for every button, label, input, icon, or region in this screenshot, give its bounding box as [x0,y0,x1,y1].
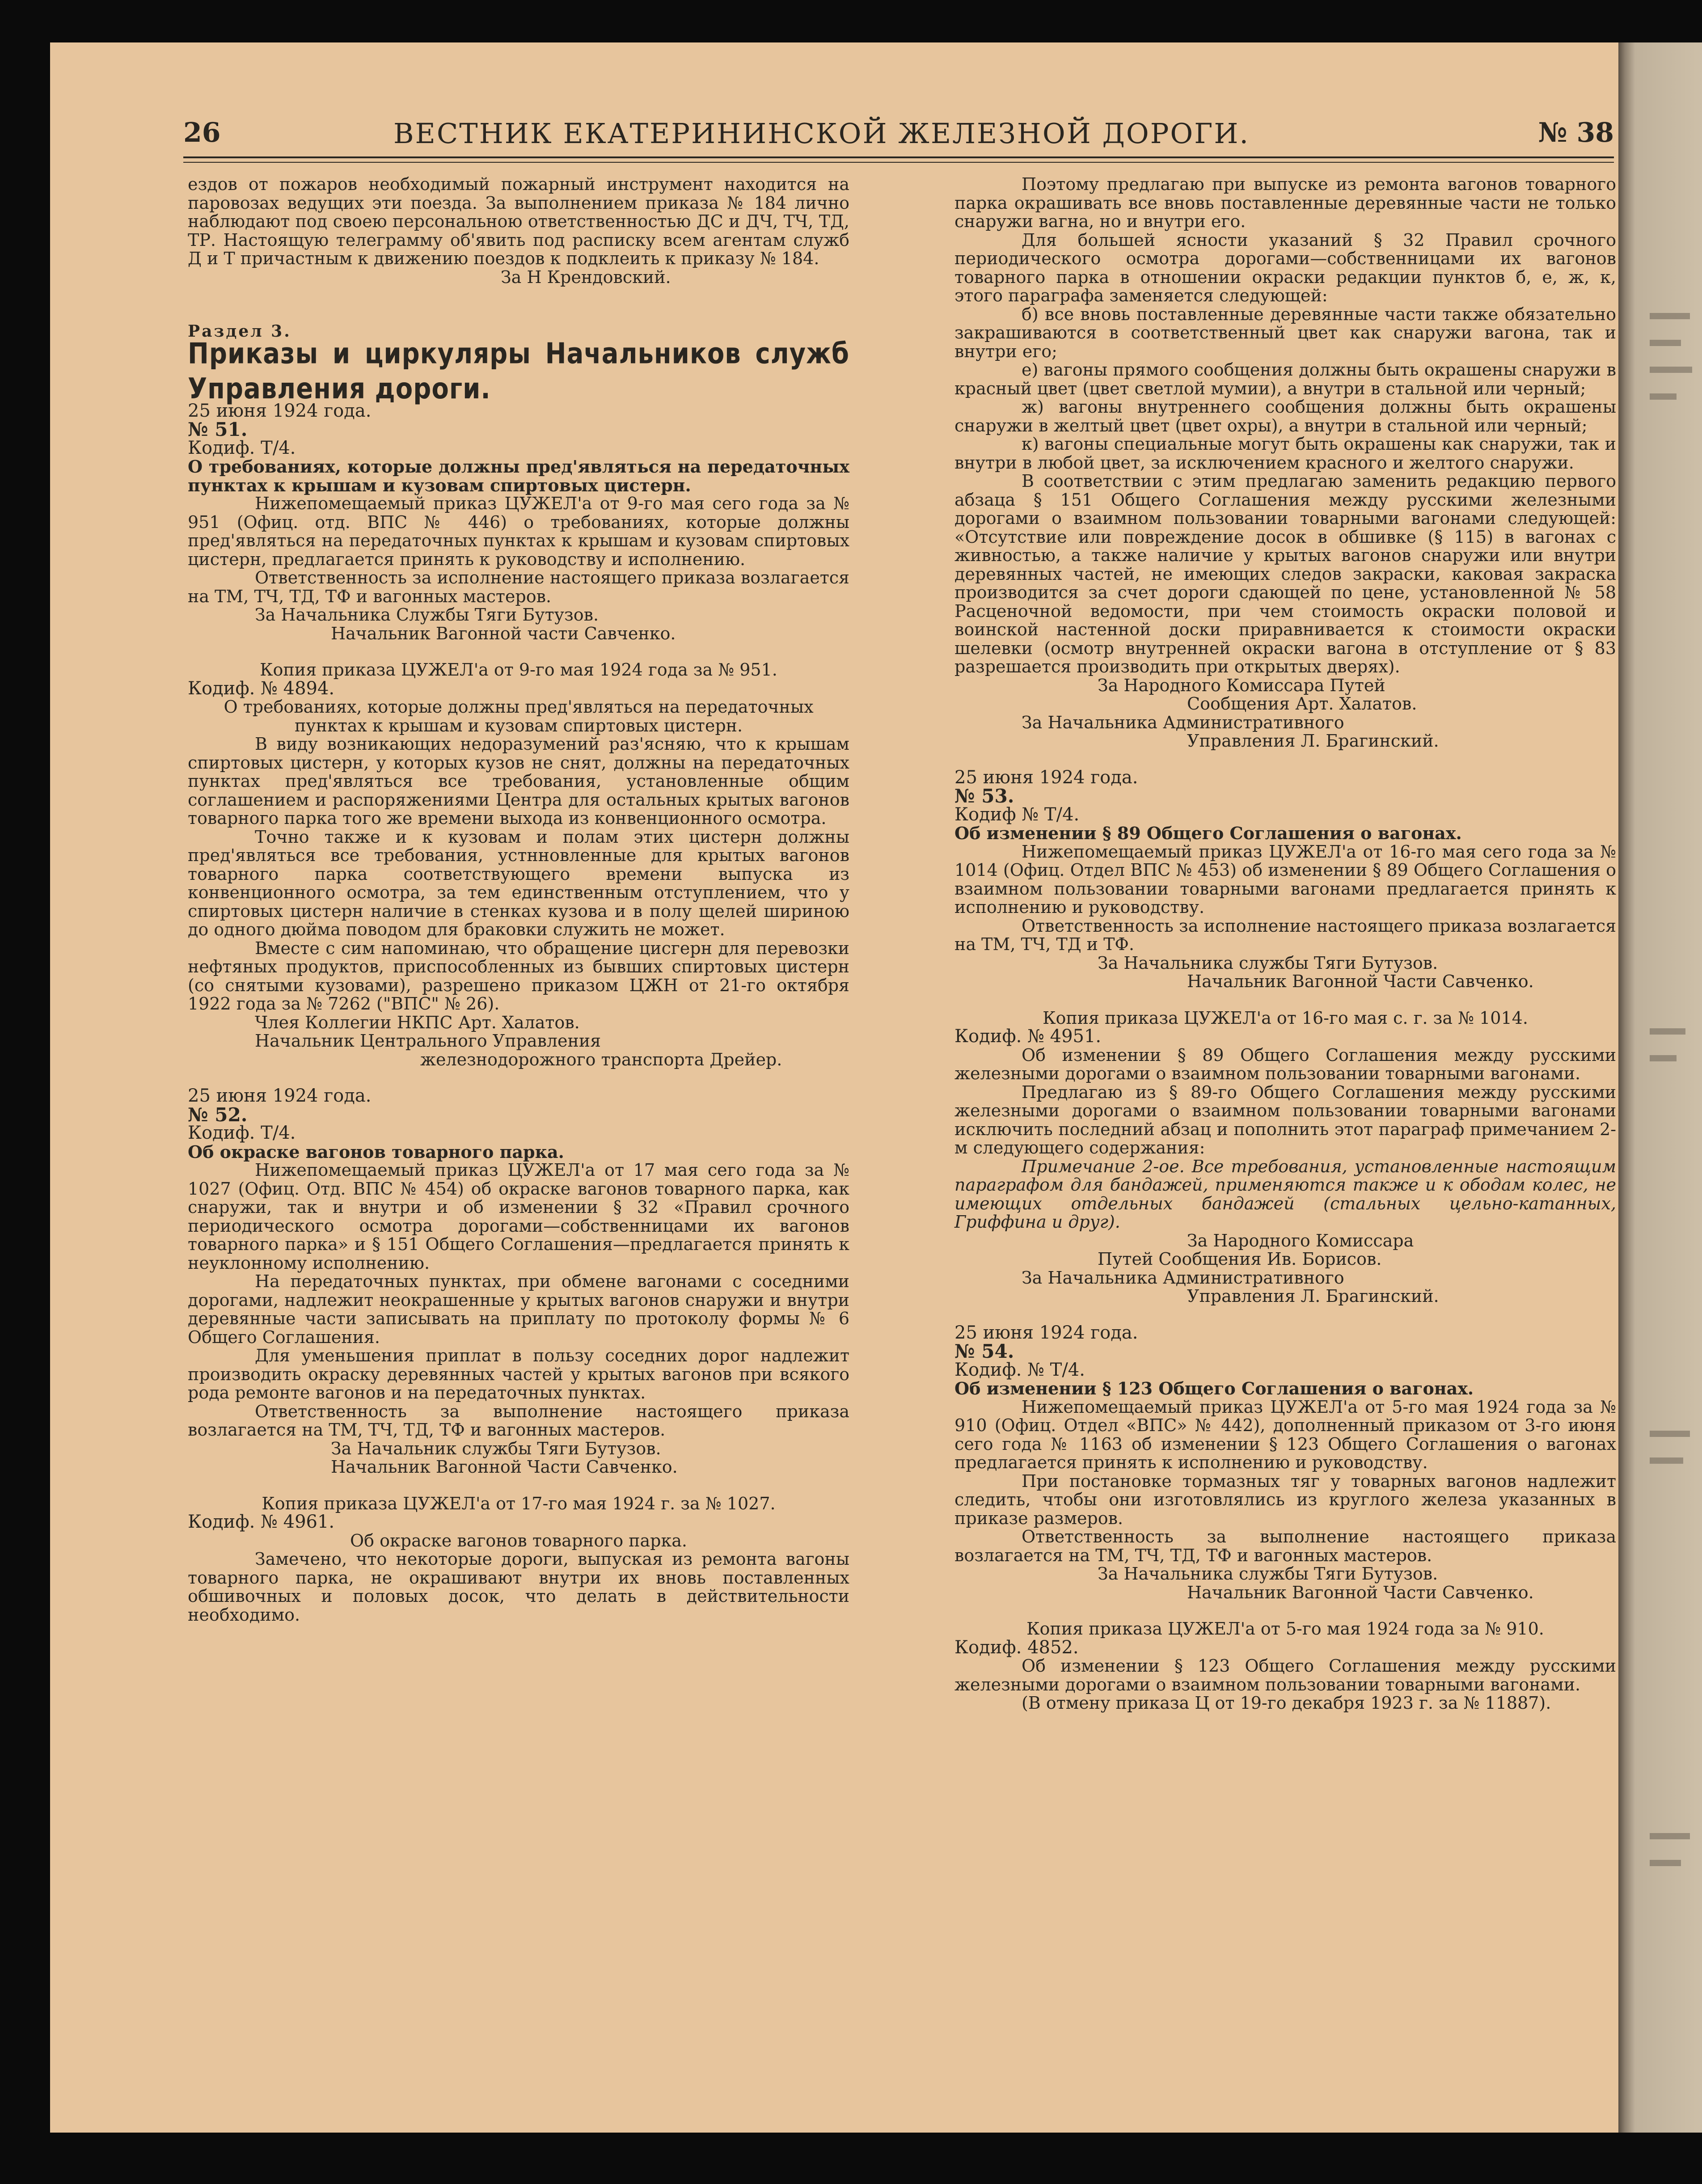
order-codification: Кодиф. Т/4. [188,437,296,458]
paragraph: Точно также и к кузовам и полам этих цистерн должны пред'являться все требования, устнновленные для крытых вагонов товарного парка соответствующего времени выпуска из конвенционного осмотра, за тем единственным отступлением, что у спиртовых цистерн наличие в стенках кузова и в полу щелей шириною до одного дюйма поводом для браковки служить не может. [188,827,849,939]
paragraph: Нижепомещаемый приказ ЦУЖЕЛ'а от 9-го мая сего года за № 951 (Офиц. отд. ВПС № 446) о требованиях, которые должны пред'являться на передаточных пунктах к крышам и кузовам спиртовых цистерн, предлагается принять к руководству и исполнению. [188,494,849,569]
order-number: № 54. [954,1340,1014,1362]
right-column [954,175,1616,1713]
paragraph: Вместе с сим напоминаю, что обращение цисгерн для перевозки нефтяных продуктов, приспособленных из бывших спиртовых цистерн (со снятыми кузовами), разрешено приказом ЦЖН от 21-го октября 1922 года за № 7262 ("ВПС" № 26). [188,938,849,1014]
next-page-edge [1618,42,1702,2133]
left-column [188,175,849,1624]
next-page-text-ghost [1650,1833,1690,1839]
paragraph: Для большей ясности указаний § 32 Правил срочного периодического осмотра дорогами—собственницами их вагонов товарного парка в отношении окраски редакции пунктов б, е, ж, к, этого параграфа заменяется следующей: [954,230,1616,305]
signature: За Начальника службы Тяги Бутузов. [1098,953,1438,973]
signature: Начальник Вагонной Части Савченко. [1187,1582,1534,1602]
signature: За Начальника Службы Тяги Бутузов. [255,605,599,625]
paragraph: Об изменении § 123 Общего Соглашения между русскими железными дорогами о взаимном пользовании товарными вагонами. [954,1656,1616,1694]
signature: За Начальника Административного [1022,1267,1344,1288]
order-title: Об изменении § 89 Общего Соглашения о вагонах. [954,823,1462,843]
paragraph: ж) вагоны внутреннего сообщения должны быть окрашены снаружи в желтый цвет (цвет охры), а внутри в стальной или черный; [954,397,1616,435]
copy-codification: Кодиф. № 4961. [188,1512,335,1532]
paragraph: Поэтому предлагаю при выпуске из ремонта вагонов товарного парка окрашивать все вновь поставленные деревянные части не только снаружи вагна, но и внутри его. [954,174,1616,231]
page-number: 26 [183,117,221,148]
signature: За Начальника службы Тяги Бутузов. [1098,1564,1438,1584]
signature: За Народного Комиссара Путей [1098,675,1385,695]
paragraph: Замечено, что некоторые дороги, выпуская из ремонта вагоны товарного парка, не окрашивают внутри их вновь поставленных обшивочных и половых досок, что делать в действительности необходимо. [188,1549,849,1625]
signature: Управления Л. Брагинский. [1187,731,1439,751]
order-codification: Кодиф. Т/4. [188,1123,296,1143]
order-number: № 53. [954,785,1014,807]
paragraph: Об изменении § 89 Общего Соглашения между русскими железными дорогами о взаимном пользовании товарными вагонами. [954,1045,1616,1083]
section-title: Приказы и циркуляры Начальников служб Управления дороги. [188,337,849,406]
order-date: 25 июня 1924 года. [954,767,1138,788]
order-title: Об окраске вагонов товарного парка. [188,1141,564,1162]
next-page-text-ghost [1650,1431,1690,1437]
paragraph: Ответственность за исполнение настоящего приказа возлагается на ТМ, ТЧ, ТД, ТФ и вагонных мастеров. [188,568,849,606]
signature: Сообщения Арт. Халатов. [1187,694,1417,714]
signature: Начальник Центрального Управления [255,1031,601,1051]
order-number: № 52. [188,1103,248,1126]
paragraph: к) вагоны специальные могут быть окрашены как снаружи, так и внутри в любой цвет, за исключением красного и желтого снаружи. [954,434,1616,473]
page-header [183,117,1614,153]
next-page-text-ghost [1650,340,1681,346]
paragraph: (В отмену приказа Ц от 19-го декабря 1923 г. за № 11887). [1022,1693,1551,1713]
header-rule [183,156,1614,163]
next-page-text-ghost [1650,1860,1681,1866]
journal-title: ВЕСТНИК ЕКАТЕРИНИНСКОЙ ЖЕЛЕЗНОЙ ДОРОГИ. [393,117,1250,150]
order-date: 25 июня 1924 года. [188,1086,372,1106]
signature: За Начальник службы Тяги Бутузов. [331,1438,661,1458]
signature: За Н Крендовский. [501,267,671,287]
copy-heading: Копия приказа ЦУЖЕЛ'а от 17-го мая 1924 г. за № 1027. [262,1493,776,1513]
signature: За Начальника Административного [1022,712,1344,732]
note-paragraph: Примечание 2-ое. Все требования, установленные настоящим параграфом для бандажей, применяются также и к ободам колес, не имеющих отдельных бандажей (стальных цельно-катанных, Гриффина и друг). [954,1156,1616,1232]
next-page-text-ghost [1650,1457,1683,1464]
section-label: Раздел 3. [188,322,291,341]
paragraph: Для уменьшения приплат в пользу соседних дорог надлежит производить окраску деревянных частей у крытых вагонов при всякого рода ремонте вагонов и на передаточных пунктах. [188,1346,849,1402]
order-number: № 51. [188,418,248,440]
signature: Путей Сообщения Ив. Борисов. [1098,1249,1382,1269]
copy-heading: Копия приказа ЦУЖЕЛ'а от 16-го мая с. г. за № 1014. [1043,1008,1528,1028]
copy-title: Об окраске вагонов товарного парка. [350,1530,687,1550]
next-page-text-ghost [1650,367,1692,373]
order-codification: Кодиф № Т/4. [954,804,1080,825]
paragraph: Ответственность за выполнение настоящего приказа возлагается на ТМ, ТЧ, ТД, ТФ и вагонных мастеров. [954,1527,1616,1565]
paragraph: Ответственность за исполнение настоящего приказа возлагается на ТМ, ТЧ, ТД и ТФ. [954,916,1616,954]
copy-codification: Кодиф. № 4894. [188,678,335,699]
paragraph: В соответствии с этим предлагаю заменить редакцию первого абзаца § 151 Общего Соглашения между русскими железными дорогами о взаимном пользовании товарными вагонами следующей: «Отсутствие или повреждение досок в обшивке (§ 115) в вагонах с живностью, а также наличие у крытых вагонов снаружи или внутри деревянных частей, не имеющих следов закраски, каковая закраска производится за счет дороги сдающей по цене, установленной № 58 Расценочной ведомости, при чем стоимость окраски половой и воинской настенной доски приравнивается к стоимости окраски шелевки (осмотр внутренней окраски вагона в отступление от § 83 разрешается производить при открытых дверях). [954,471,1616,676]
paragraph: б) все вновь поставленные деревянные части также обязательно закрашиваются в соответственный цвет как снаружи вагона, так и внутри его; [954,304,1616,361]
paragraph: Нижепомещаемый приказ ЦУЖЕЛ'а от 16-го мая сего года за № 1014 (Офиц. Отдел ВПС № 453) об изменении § 89 Общего Соглашения о взаимном пользовании товарными вагонами предлагается принять к исполнению и руководству. [954,841,1616,917]
signature: За Народного Комиссара [1187,1230,1414,1250]
signature: Начальник Вагонной Части Савченко. [331,1457,678,1477]
copy-heading: Копия приказа ЦУЖЕЛ'а от 9-го мая 1924 года за № 951. [260,660,777,680]
order-title: Об изменении § 123 Общего Соглашения о вагонах. [954,1378,1474,1398]
signature: Начальник Вагонной Части Савченко. [1187,972,1534,991]
copy-title: О требованиях, которые должны пред'являться на передаточных пунктах к крышам и кузовам спиртовых цистерн. [224,697,814,735]
copy-heading: Копия приказа ЦУЖЕЛ'а от 5-го мая 1924 года за № 910. [1026,1619,1544,1639]
order-date: 25 июня 1924 года. [188,400,372,421]
paragraph: В виду возникающих недоразумений раз'ясняю, что к крышам спиртовых цистерн, у которых кузов не снят, должны на передаточных пунктах пред'являться все требования, установленные общим соглашением и распоряжениями Центра для остальных крытых вагонов товарного парка того же времени выхода из конвенционного осмотра. [188,734,849,828]
signature: Начальник Вагонной части Савченко. [331,623,676,643]
paragraph: Предлагаю из § 89-го Общего Соглашения между русскими железными дорогами о взаимном пользовании товарными вагонами исключить последний абзац и пополнить этот параграф примечанием 2-м следующего содержания: [954,1082,1616,1157]
copy-codification: Кодиф. № 4951. [954,1026,1102,1047]
next-page-text-ghost [1650,1055,1677,1061]
signature: Управления Л. Брагинский. [1187,1286,1439,1306]
paragraph: е) вагоны прямого сообщения должны быть окрашены снаружи в красный цвет (цвет светлой мумии), а внутри в стальной или черный; [954,360,1616,398]
paragraph: ездов от пожаров необходимый пожарный инструмент находится на паровозах ведущих эти поезда. За выполнением приказа № 184 лично наблюдают под своею персональною ответственностью ДС и ДЧ, ТЧ, ТД, ТР. Настоящую телеграмму об'явить под расписку всем агентам служб Д и Т причастным к движению поездов к подклеить к приказу № 184. [188,174,849,268]
paragraph: При постановке тормазных тяг у товарных вагонов надлежит следить, чтобы они изготовлялись из круглого железа указанных в приказе размеров. [954,1471,1616,1528]
signature: Члея Коллегии НКПС Арт. Халатов. [255,1012,580,1032]
order-codification: Кодиф. № Т/4. [954,1359,1085,1380]
paragraph: Нижепомещаемый приказ ЦУЖЕЛ'а от 17 мая сего года за № 1027 (Офиц. Отд. ВПС № 454) об окраске вагонов товарного парка, как снаружи, так и внутри и об изменении § 32 «Правил срочного периодического осмотра дорогами—собственницами их вагонов товарного парка» и § 151 Общего Соглашения—предлагается принять к неуклонному исполнению. [188,1160,849,1273]
copy-codification: Кодиф. 4852. [954,1637,1079,1658]
paragraph: На передаточных пунктах, при обмене вагонами с соседними дорогами, надлежит неокрашенные у крытых вагонов снаружи и внутри деревянные части записывать на приплату по протоколу формы № 6 Общего Соглашения. [188,1272,849,1347]
next-page-text-ghost [1650,313,1690,319]
issue-number: № 38 [1538,117,1614,148]
next-page-text-ghost [1650,393,1677,400]
paragraph: Нижепомещаемый приказ ЦУЖЕЛ'а от 5-го мая 1924 года за № 910 (Офиц. Отдел «ВПС» № 442), дополненный приказом от 3-го июня сего года № 1163 об изменении § 123 Общего Соглашения о вагонах предлагается принять к исполнению и руководству. [954,1397,1616,1472]
paragraph: Ответственность за выполнение настоящего приказа возлагается на ТМ, ТЧ, ТД, ТФ и вагонных мастеров. [188,1401,849,1440]
next-page-text-ghost [1650,1028,1685,1035]
order-date: 25 июня 1924 года. [954,1322,1138,1343]
order-title: О требованиях, которые должны пред'являться на передаточных пунктах к крышам и кузовам спиртовых цистерн. [188,456,849,495]
signature: железнодорожного транспорта Дрейер. [420,1049,782,1069]
